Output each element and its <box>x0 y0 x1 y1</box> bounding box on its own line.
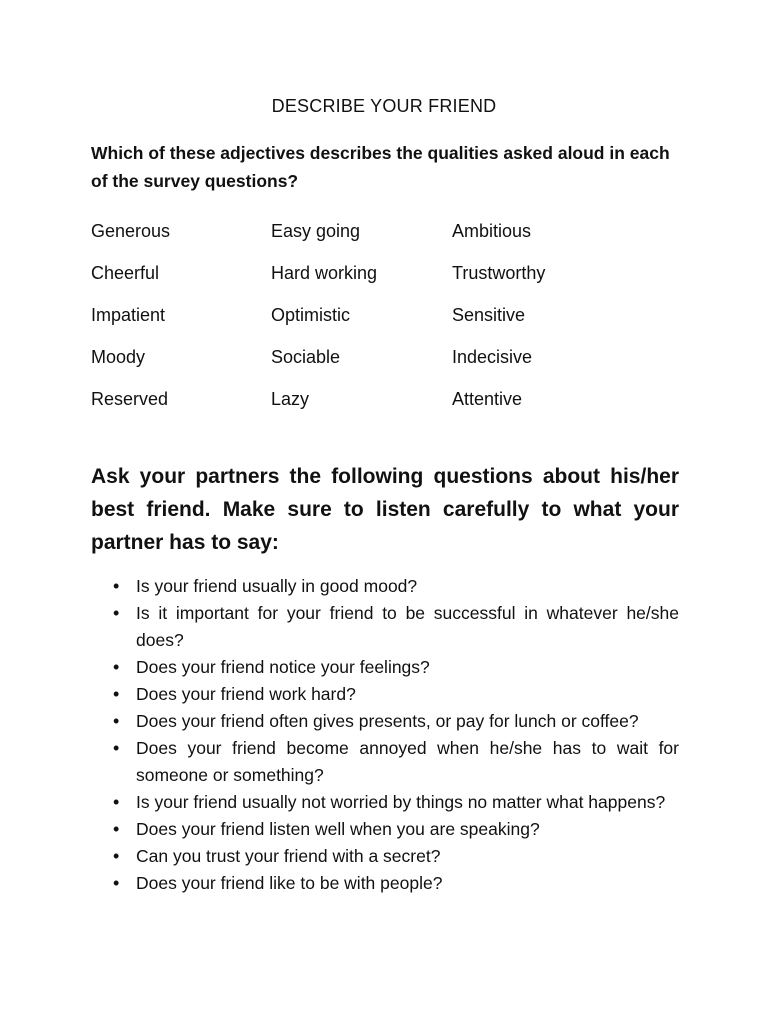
question-item: • Does your friend like to be with people? <box>91 870 679 897</box>
adjective-cell: Trustworthy <box>452 263 546 283</box>
question-item: • Does your friend listen well when you are speaking? <box>91 816 679 843</box>
adjectives-instruction: Which of these adjectives describes the qualities asked aloud in each of the survey questions? <box>91 143 670 191</box>
question-item: • Is your friend usually in good mood? <box>91 573 679 600</box>
adjectives-row <box>91 210 681 252</box>
question-item: • Does your friend often gives presents, or pay for lunch or coffee? <box>91 708 679 735</box>
adjective-cell: Ambitious <box>452 221 532 241</box>
adjective-cell: Sensitive <box>452 305 526 325</box>
adjective-cell: Indecisive <box>452 347 533 367</box>
question-item: • Does your friend become annoyed when he/she has to wait for someone or something? <box>91 735 679 789</box>
adjectives-row <box>91 336 681 378</box>
question-item: • Is your friend usually not worried by things no matter what happens? <box>91 789 679 816</box>
question-item: • Does your friend work hard? <box>91 681 679 708</box>
adjectives-row <box>91 294 681 336</box>
question-item: • Can you trust your friend with a secret? <box>91 843 679 870</box>
adjective-cell: Cheerful <box>91 263 160 283</box>
adjectives-grid <box>91 210 681 420</box>
adjective-cell: Sociable <box>271 347 341 367</box>
question-item: • Is it important for your friend to be successful in whatever he/she does? <box>91 600 679 654</box>
question-list <box>91 573 679 897</box>
adjectives-row <box>91 378 681 420</box>
adjective-cell: Easy going <box>271 221 361 241</box>
adjective-cell: Lazy <box>271 389 310 409</box>
adjective-cell: Moody <box>91 347 146 367</box>
adjective-cell: Generous <box>91 221 171 241</box>
questions-instruction: Ask your partners the following questions about his/her best friend. Make sure to listen carefully to what your partner has to say: <box>91 465 679 554</box>
adjective-cell: Attentive <box>452 389 523 409</box>
adjectives-row <box>91 252 681 294</box>
adjective-cell: Hard working <box>271 263 378 283</box>
adjective-cell: Reserved <box>91 389 169 409</box>
adjective-cell: Optimistic <box>271 305 351 325</box>
document-title: DESCRIBE YOUR FRIEND <box>271 96 497 116</box>
adjective-cell: Impatient <box>91 305 166 325</box>
question-item: • Does your friend notice your feelings? <box>91 654 679 681</box>
